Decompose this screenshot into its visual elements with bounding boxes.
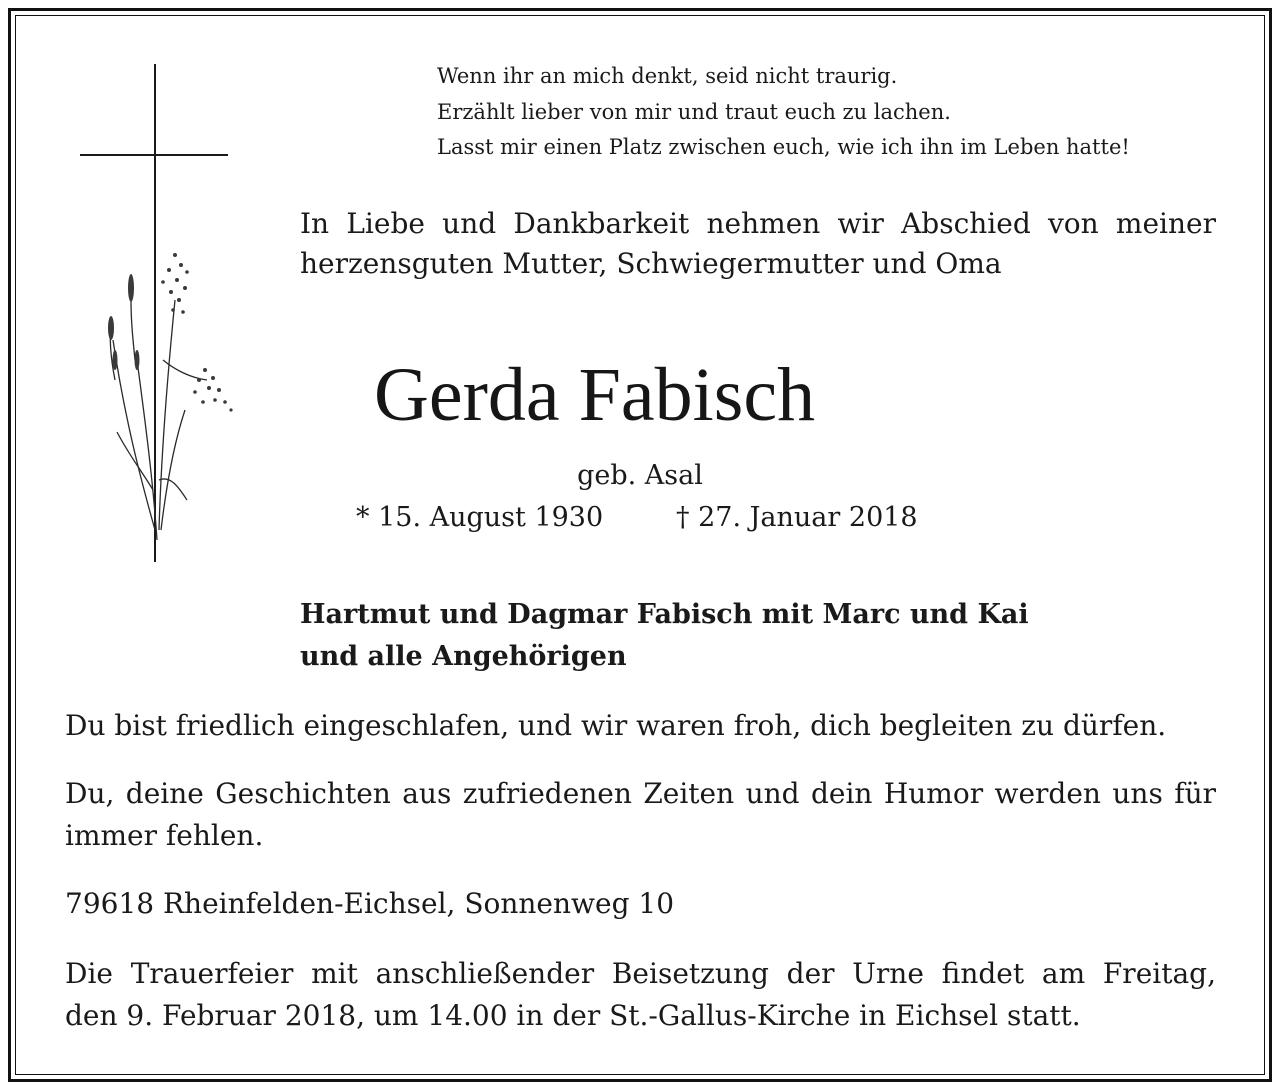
death-date: † 27. Januar 2018 [676,502,918,533]
grass-seed-heads [108,253,233,412]
poem-line-2: Erzählt lieber von mir und traut euch zu lachen. [437,100,951,124]
intro-line-2: herzensguten Mutter, Schwiegermutter und Oma [300,247,1002,280]
memory-paragraph-line-1: Du, deine Geschichten aus zufriedenen Zeiten und dein Humor werden uns für [65,777,1216,810]
funeral-info-line-2: den 9. Februar 2018, um 14.00 in der St.-Gallus-Kirche in Eichsel statt. [65,999,1081,1032]
address: 79618 Rheinfelden-Eichsel, Sonnenweg 10 [65,887,675,920]
grass-sprig-icon [110,300,207,540]
intro-line-1: In Liebe und Dankbarkeit nehmen wir Abschied von meiner [300,207,1216,240]
birth-date: * 15. August 1930 [356,502,604,533]
funeral-info-line-1: Die Trauerfeier mit anschließender Beisetzung der Urne findet am Freitag, [65,957,1216,990]
farewell-paragraph: Du bist friedlich eingeschlafen, und wir waren froh, dich begleiten zu dürfen. [65,709,1167,742]
memory-paragraph-line-2: immer fehlen. [65,819,264,852]
maiden-name: geb. Asal [577,460,703,491]
deceased-name: Gerda Fabisch [374,353,816,437]
family-line-2: und alle Angehörigen [300,641,627,672]
family-line-1: Hartmut und Dagmar Fabisch mit Marc und Kai [300,599,1029,630]
poem-line-1: Wenn ihr an mich denkt, seid nicht traurig. [437,64,898,88]
poem-line-3: Lasst mir einen Platz zwischen euch, wie ich ihn im Leben hatte! [437,135,1130,159]
